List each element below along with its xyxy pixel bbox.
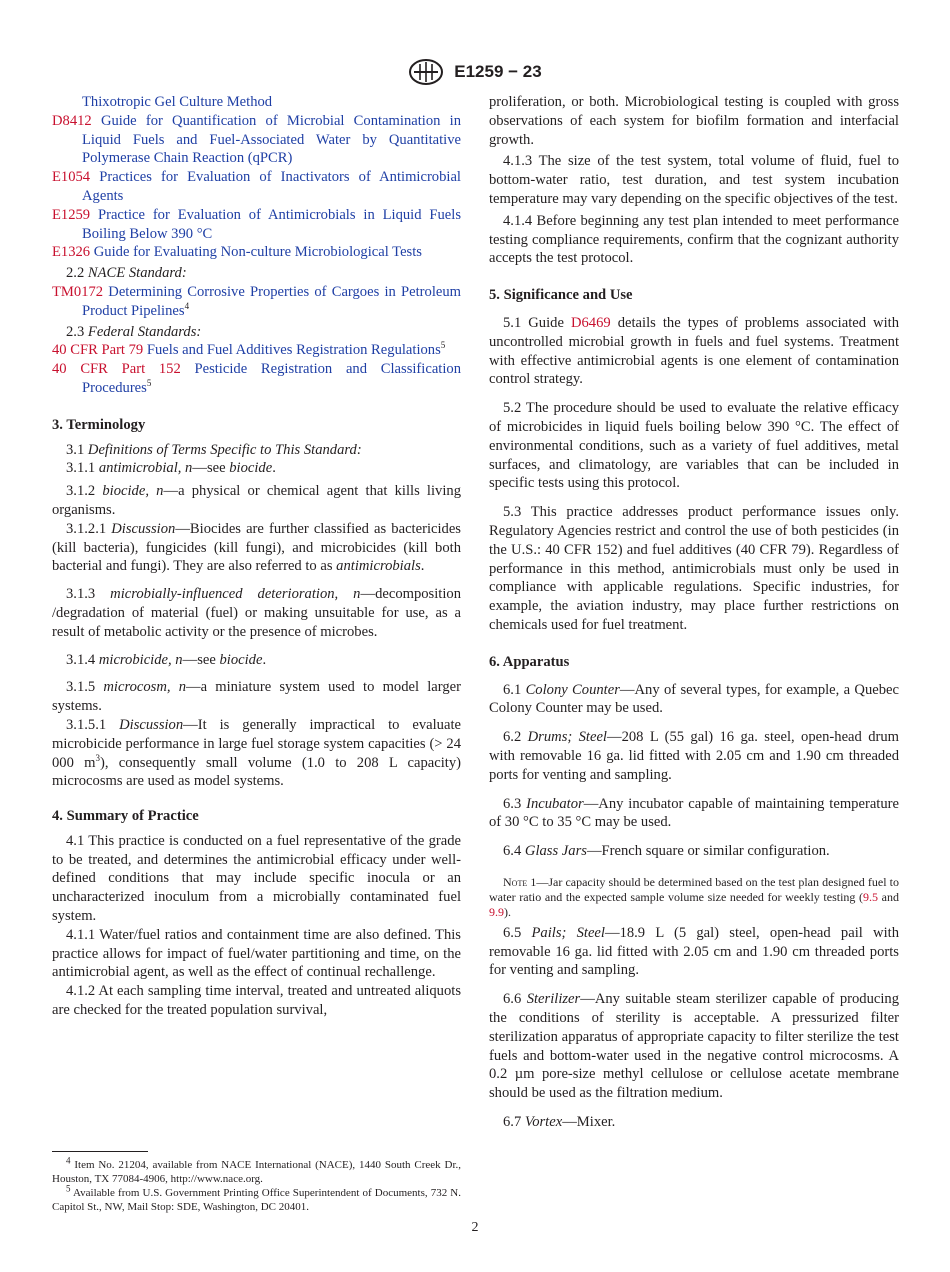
clause-text: —18.9 L (5 gal) steel, open-head pail with removable 16 ga. lid fitted with 2.05 cm and 1.90 cm threaded ports for venting and sampling.: [489, 924, 899, 979]
section-link-9-5[interactable]: 9.5: [863, 889, 879, 904]
reference-code[interactable]: D8412: [52, 112, 92, 129]
term: Pails; Steel: [531, 924, 605, 941]
clause-number: 2.2: [66, 265, 85, 282]
note-text: and: [878, 889, 899, 904]
clause-text: .: [262, 651, 267, 668]
term: Discussion: [119, 716, 184, 733]
clause-6-7: [489, 1113, 899, 1132]
clause-text: —208 L (55 gal) 16 ga. steel, open-head drum with removable 16 ga. lid fitted with 2.05 cm and 1.90 cm threaded ports for venting and sampling.: [489, 729, 899, 783]
clause-number: 3.1: [66, 441, 85, 458]
term: Drums; Steel: [527, 729, 607, 746]
note-text: —Jar capacity should be determined based on the test plan designed fuel to water ratio and the expected sample volume size needed for weekly testing (: [489, 874, 899, 904]
term: microcosm, n: [103, 679, 187, 696]
see-term: biocide: [229, 460, 273, 477]
clause-number: 6.6: [503, 991, 522, 1008]
reference-40cfr152: [52, 360, 461, 398]
clause-4-1-3: 4.1.3 The size of the test system, total volume of fluid, fuel to bottom-water ratio, test duration, and test system incubation temperature may vary depending on the specific objectives of the test.: [489, 153, 899, 207]
reference-code[interactable]: E1054: [52, 169, 91, 186]
clause-text: —decomposition /degradation of material (fuel) or making unsuitable for use, as a result of metabolic activity or the presence of microbes.: [52, 586, 461, 640]
reference-code[interactable]: TM0172: [52, 283, 104, 300]
clause-3-1-5: [52, 678, 461, 716]
clause-3-1-2-1: [52, 520, 461, 576]
note-label: Note 1: [503, 874, 537, 889]
clause-3-1-4: [52, 651, 461, 670]
clause-number: 3.1.3: [66, 586, 96, 603]
clause-number: 6.5: [503, 924, 522, 941]
clause-number: 3.1.2.1: [66, 520, 107, 537]
section-heading-terminology: 3. Terminology: [52, 416, 146, 433]
clause-6-1: [489, 681, 899, 719]
term: microbicide, n: [98, 651, 183, 668]
right-column: [489, 93, 899, 1132]
reference-40cfr79: [52, 341, 461, 360]
note-text: ).: [504, 904, 511, 919]
clause-label: NACE Standard:: [87, 265, 187, 282]
term: Sterilizer: [526, 991, 581, 1008]
clause-6-3: [489, 795, 899, 833]
superscript: 3: [95, 752, 100, 763]
term: Incubator: [526, 795, 584, 812]
clause-text: —Mixer.: [562, 1114, 616, 1131]
reference-link[interactable]: Guide for Quantification of Microbial Contamination in Liquid Fuels and Fuel-Associated Water by Quantitative Polymerase Chain Reaction (qPCR): [82, 112, 461, 167]
clause-number: 6.4: [503, 843, 522, 860]
clause-4-1-2-continued: proliferation, or both. Microbiological testing is coupled with gross observations of each system for biofilm formation and interfacial growth.: [489, 94, 899, 148]
clause-text: ), consequently small volume (1.0 to 208 L capacity) microcosms are used as model systems.: [52, 754, 461, 790]
reference-e1326: [52, 243, 461, 262]
clause-label: Definitions of Terms Specific to This Standard:: [87, 441, 362, 458]
clause-number: 3.1.5.1: [66, 716, 107, 733]
footnote-number: 5: [66, 1183, 71, 1194]
term: microbially-influenced deterioration, n: [110, 586, 361, 603]
clause-number: 3.1.5: [66, 679, 96, 696]
subsection-nace: [52, 264, 461, 283]
clause-text: —Any incubator capable of maintaining temperature of 30 °C to 35 °C may be used.: [489, 795, 899, 831]
section-heading-summary: 4. Summary of Practice: [52, 808, 199, 825]
reference-code[interactable]: 40 CFR Part 79: [52, 342, 144, 359]
footnote-text: Available from U.S. Government Printing Office Superintendent of Documents, 732 N. Capitol St., NW, Mail Stop: SDE, Washington, DC 20401.: [52, 1187, 461, 1213]
clause-6-2: [489, 728, 899, 784]
section-heading-apparatus: 6. Apparatus: [489, 653, 570, 670]
reference-gel-culture: [52, 93, 461, 112]
clause-text: —It is generally impractical to evaluate microbicide performance in large fuel storage system capacities (> 24 000 m: [52, 716, 461, 771]
reference-link[interactable]: Thixotropic Gel Culture Method: [82, 94, 273, 110]
clause-text: 5.1 Guide: [503, 314, 571, 331]
clause-5-3: 5.3 This practice addresses product performance issues only. Regulatory Agencies restrict and control the use of both pesticides (in the U.S.: 40 CFR 152) and fuel additives (40 CFR 79). Regardless of performance in this method, antimicrobials must only be used in compliance with applicable regulations. Specific industries, for example, the aviation industry, may place further restrictions on chemicals used for fuel treatment.: [489, 504, 899, 633]
clause-3-1-3: [52, 585, 461, 641]
reference-d8412: [52, 112, 461, 168]
term: biocide, n: [102, 483, 164, 500]
clause-number: 2.3: [66, 323, 85, 340]
page-number: 2: [471, 1220, 479, 1235]
clause-4-1-4: 4.1.4 Before beginning any test plan intended to meet performance testing compliance requirements, confirm that the cognizant authority accepts the test protocol.: [489, 212, 899, 267]
clause-text: .: [420, 558, 425, 575]
clause-text: —Any of several types, for example, a Quebec Colony Counter may be used.: [489, 681, 899, 717]
reference-e1259: [52, 206, 461, 244]
footnotes: [52, 1155, 461, 1214]
reference-tm0172: [52, 283, 461, 321]
term: antimicrobial, n: [98, 460, 193, 477]
see-term: biocide: [219, 651, 263, 668]
footnote-marker: 4: [184, 300, 190, 311]
term: Glass Jars: [524, 843, 587, 860]
clause-number: 6.7: [503, 1114, 522, 1131]
clause-6-5: [489, 924, 899, 980]
designation: E1259 − 23: [454, 62, 542, 81]
clause-number: 6.2: [503, 729, 522, 746]
footnote-marker: 5: [146, 378, 152, 389]
reference-link[interactable]: Fuels and Fuel Additives Registration Regulations: [146, 342, 441, 359]
clause-text: —see: [192, 460, 230, 477]
clause-text: .: [272, 460, 276, 477]
term: Vortex: [524, 1114, 563, 1131]
clause-number: 3.1.4: [66, 651, 96, 668]
clause-3-1-1: [52, 459, 461, 478]
footnote-marker: 5: [440, 340, 446, 351]
footnote-4: [52, 1155, 461, 1186]
clause-3-1-2: [52, 482, 461, 520]
clause-number: 3.1.2: [66, 483, 96, 500]
clause-3-1-5-1: [52, 716, 461, 791]
reference-link[interactable]: Determining Corrosive Properties of Cargoes in Petroleum Product Pipelines: [82, 283, 461, 319]
clause-6-6: [489, 990, 899, 1103]
term: antimicrobials: [336, 558, 421, 575]
footnote-number: 4: [66, 1155, 71, 1166]
clause-5-2: 5.2 The procedure should be used to evaluate the relative efficacy of microbicides in liquid fuels boiling below 390 °C. The effect of environmental conditions, such as a variety of fuel additives, metal surfaces, and climatology, are variables that can be included in specific tests using this protocol.: [489, 400, 899, 492]
reference-link-d6469[interactable]: D6469: [570, 314, 611, 331]
clause-4-1: 4.1 This practice is conducted on a fuel representative of the grade to be treated, and determines the antimicrobial efficacy under well-defined conditions that may include specific inocula or an uncharacterized inoculum from a microbially contaminated fuel system.: [52, 832, 461, 925]
clause-4-1-2: 4.1.2 At each sampling time interval, treated and untreated aliquots are checked for the treated population survival,: [52, 983, 461, 1019]
clause-text: —Biocides are further classified as bactericides (kill bacteria), fungicides (kill fungi), and microbicides (kill both bacterial and fungi). They are also referred to as: [52, 520, 461, 575]
reference-code[interactable]: E1259: [52, 206, 91, 223]
clause-3-1: [52, 441, 461, 460]
clause-text: —a physical or chemical agent that kills living organisms.: [52, 483, 461, 518]
astm-logo-icon: [408, 58, 444, 86]
left-column: [52, 93, 461, 1020]
clause-text: —see: [182, 651, 220, 668]
clause-text: —a miniature system used to model larger systems.: [52, 679, 461, 715]
footnote-rule: [52, 1151, 148, 1152]
clause-text: details the types of problems associated with uncontrolled microbial growth in fuels and fuel systems. Treatment with effective antimicrobial agents is one element of contamination control strategy.: [489, 314, 899, 388]
section-heading-significance: 5. Significance and Use: [489, 287, 633, 304]
clause-6-4: [489, 842, 899, 861]
clause-label: Federal Standards:: [87, 323, 202, 340]
term: Colony Counter: [525, 681, 620, 698]
clause-text: —French square or similar configuration.: [586, 843, 830, 860]
subsection-federal: [52, 323, 461, 342]
reference-link[interactable]: Practices for Evaluation of Inactivators of Antimicrobial Agents: [82, 169, 461, 204]
page-header: [0, 58, 950, 86]
clause-4-1-1: 4.1.1 Water/fuel ratios and containment time are also defined. This practice allows for impact of fuel/water partitioning and time, on the antimicrobial agent, as well as the effect of continual rechallenge.: [52, 926, 461, 981]
reference-e1054: [52, 168, 461, 206]
clause-number: 3.1.1: [66, 460, 96, 477]
clause-5-1: [489, 314, 899, 389]
term: Discussion: [111, 520, 176, 537]
clause-number: 6.3: [503, 795, 522, 812]
footnote-5: [52, 1183, 461, 1214]
reference-code[interactable]: E1326: [52, 244, 91, 261]
reference-link[interactable]: Guide for Evaluating Non-culture Microbiological Tests: [93, 244, 422, 261]
reference-link[interactable]: Pesticide Registration and Classification Procedures: [82, 361, 461, 396]
clause-number: 6.1: [503, 681, 522, 698]
note-1: [489, 875, 899, 920]
footnote-text: Item No. 21204, available from NACE International (NACE), 1440 South Creek Dr., Houston, TX 77084-4906, http://www.nace.org.: [52, 1159, 461, 1185]
clause-text: —Any suitable steam sterilizer capable of producing the conditions of sterility is acceptable. A pressurized filter sterilization apparatus of appropriate capacity to filter sterilize the test fuels and bottom-water used in the negative control microcosms. A 0.2 µm pore-size methyl cellulose or cellulose acetate membrane should be used as the filtration medium.: [489, 991, 899, 1102]
reference-link[interactable]: Practice for Evaluation of Antimicrobials in Liquid Fuels Boiling Below 390 °C: [82, 206, 461, 242]
reference-code[interactable]: 40 CFR Part 152: [52, 361, 181, 378]
section-link-9-9[interactable]: 9.9: [489, 904, 504, 919]
